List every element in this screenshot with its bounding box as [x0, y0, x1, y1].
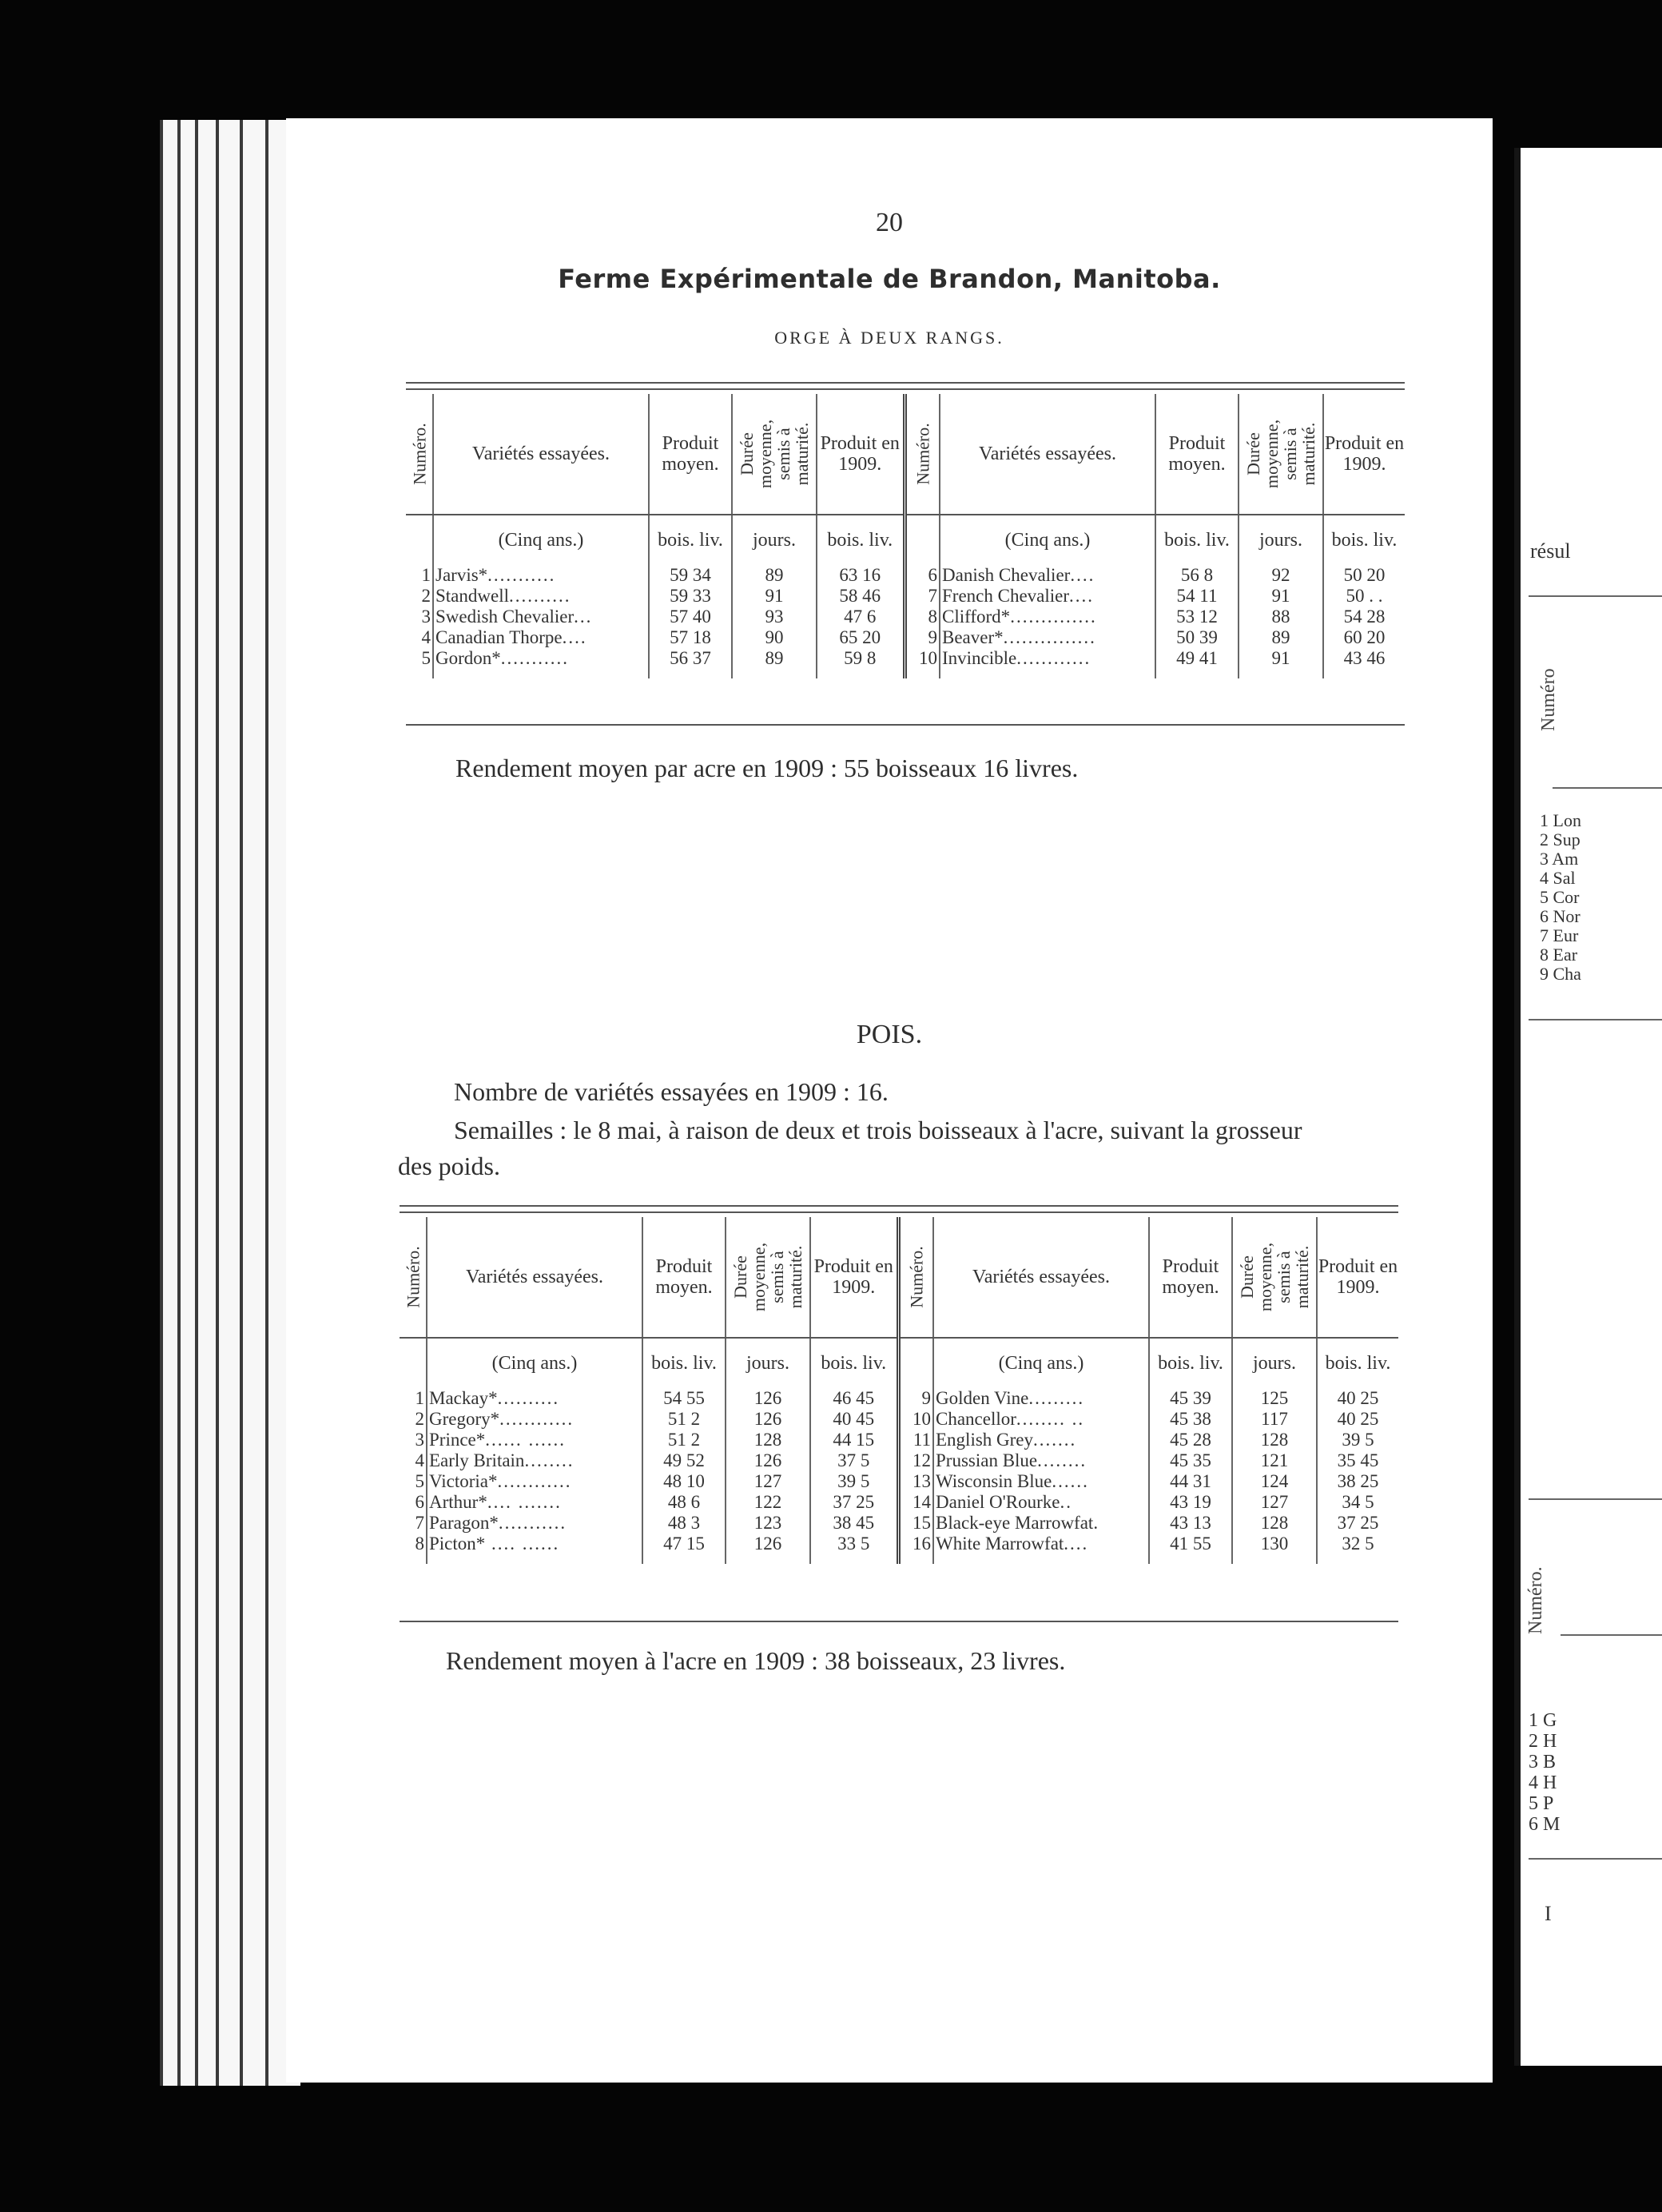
variety-name: Victoria*	[429, 1471, 498, 1491]
header-duree: Durée moyenne, semis à maturité.	[1236, 1242, 1313, 1312]
yield-1909: 65 20	[817, 627, 905, 648]
table-row: 4 Canadian Thorpe.... 57 18 90 65 20 9 Beaver*............... 50 39 89 60 20	[406, 627, 1405, 648]
header-produit-moyen: Produit moyen.	[1149, 1217, 1232, 1338]
table-rule	[406, 388, 1405, 390]
units-period: (Cinq ans.)	[427, 1338, 642, 1388]
table-row: 5 Gordon*........... 56 37 89 59 8 10 Invincible............ 49 41 91 43 46	[406, 648, 1405, 678]
avg-yield: 48 10	[642, 1471, 726, 1492]
avg-yield: 59 33	[649, 586, 732, 607]
peas-table	[400, 1217, 1398, 1564]
yield-1909: 37 25	[810, 1492, 898, 1513]
yield-1909: 54 28	[1343, 607, 1386, 627]
variety-name: Prince*	[429, 1430, 486, 1450]
variety-name: Arthur*	[429, 1492, 487, 1512]
variety-name: Jarvis*	[435, 565, 488, 585]
fragment-rule	[1529, 1858, 1662, 1860]
stacked-page-edges	[160, 120, 296, 2086]
table-rule	[400, 1621, 1398, 1622]
avg-yield: 53 12	[1155, 607, 1239, 627]
avg-yield: 51 2	[642, 1430, 726, 1450]
avg-yield: 54 55	[642, 1388, 726, 1409]
days: 89	[732, 648, 817, 678]
yield-1909: 35 45	[1337, 1450, 1379, 1470]
table-rule	[400, 1205, 1398, 1207]
yield-1909: 38 25	[1337, 1471, 1379, 1491]
units-bois-liv: bois. liv.	[649, 515, 732, 565]
yield-1909: 60 20	[1343, 627, 1386, 647]
peas-summary: Rendement moyen à l'acre en 1909 : 38 boisseaux, 23 livres.	[446, 1646, 1066, 1675]
days: 117	[1232, 1409, 1317, 1430]
variety-name: Gordon*	[435, 648, 501, 668]
days: 122	[726, 1492, 810, 1513]
days: 121	[1232, 1450, 1317, 1471]
units-bois-liv: bois. liv.	[642, 1338, 726, 1388]
avg-yield: 49 52	[642, 1450, 726, 1471]
avg-yield: 45 39	[1149, 1388, 1232, 1409]
days: 126	[726, 1388, 810, 1409]
peas-varieties-count: Nombre de variétés essayées en 1909 : 16.	[454, 1077, 889, 1106]
days: 126	[726, 1534, 810, 1564]
variety-name: English Grey	[936, 1430, 1034, 1450]
avg-yield: 48 6	[642, 1492, 726, 1513]
avg-yield: 47 15	[642, 1534, 726, 1564]
units-jours: jours.	[1232, 1338, 1317, 1388]
yield-1909: 59 8	[817, 648, 905, 678]
avg-yield: 54 11	[1155, 586, 1239, 607]
days: 128	[1232, 1513, 1317, 1534]
days: 126	[726, 1409, 810, 1430]
table-row: 3 Prince*...... ...... 51 2 128 44 15 11 English Grey....... 45 28 128 39 5	[400, 1430, 1398, 1450]
avg-yield: 57 40	[649, 607, 732, 627]
days: 128	[726, 1430, 810, 1450]
variety-name: Gregory*	[429, 1409, 500, 1429]
table-row: 3 Swedish Chevalier... 57 40 93 47 6 8 Clifford*.............. 53 12 88 54 28	[406, 607, 1405, 627]
table-row: 8 Picton* .... ...... 47 15 126 33 5 16 White Marrowfat.... 41 55 130 32 5	[400, 1534, 1398, 1564]
header-numero: Numéro.	[402, 1246, 423, 1308]
avg-yield: 59 34	[649, 565, 732, 586]
units-bois-liv: bois. liv.	[810, 1338, 898, 1388]
barley-section-title: ORGE À DEUX RANGS.	[774, 328, 1004, 348]
yield-1909: 50 20	[1343, 565, 1386, 585]
barley-summary: Rendement moyen par acre en 1909 : 55 boisseaux 16 livres.	[455, 754, 1079, 782]
avg-yield: 45 38	[1149, 1409, 1232, 1430]
table-row: 6 Arthur*.... ....... 48 6 122 37 25 14 Daniel O'Rourke.. 43 19 127 34 5	[400, 1492, 1398, 1513]
days: 89	[732, 565, 817, 586]
fragment-rows-top: 1 Lon 2 Sup 3 Am 4 Sal 5 Cor 6 Nor 7 Eur 8 Ear 9 Cha	[1540, 810, 1581, 984]
days: 91	[732, 586, 817, 607]
variety-name: Black-eye Marrowfat	[936, 1513, 1094, 1533]
header-produit-1909: Produit en 1909.	[810, 1217, 898, 1338]
fragment-rule	[1529, 1498, 1662, 1500]
table-row: 1 Jarvis*........... 59 34 89 63 16 6 Danish Chevalier.... 56 8 92 50 20	[406, 565, 1405, 586]
days: 90	[732, 627, 817, 648]
variety-name: Daniel O'Rourke	[936, 1492, 1060, 1512]
variety-name: Prussian Blue	[936, 1450, 1038, 1470]
yield-1909: 40 25	[1337, 1409, 1379, 1429]
fragment-rule	[1529, 1019, 1662, 1020]
variety-name: Mackay*	[429, 1388, 498, 1408]
avg-yield: 43 19	[1149, 1492, 1232, 1513]
table-row: 4 Early Britain........ 49 52 126 37 5 12 Prussian Blue........ 45 35 121 35 45	[400, 1450, 1398, 1471]
yield-1909: 32 5	[1342, 1534, 1374, 1554]
yield-1909: 43 46	[1343, 648, 1386, 668]
days: 130	[1232, 1534, 1317, 1564]
days: 123	[726, 1513, 810, 1534]
fragment-word: résul	[1530, 539, 1571, 563]
fragment-last: I	[1545, 1902, 1552, 1925]
header-varietes: Variétés essayées.	[933, 1217, 1149, 1338]
units-bois-liv: bois. liv.	[817, 515, 905, 565]
table-rule	[406, 724, 1405, 726]
days: 125	[1232, 1388, 1317, 1409]
days: 127	[1232, 1492, 1317, 1513]
yield-1909: 58 46	[817, 586, 905, 607]
book-page	[286, 118, 1493, 2083]
avg-yield: 41 55	[1149, 1534, 1232, 1564]
variety-name: Beaver*	[942, 627, 1004, 647]
variety-name: Invincible	[942, 648, 1017, 668]
fragment-rows-bottom: 1 G 2 H 3 B 4 H 5 P 6 M	[1529, 1710, 1561, 1835]
page-title: Ferme Expérimentale de Brandon, Manitoba.	[558, 264, 1221, 294]
fragment-rule	[1553, 787, 1662, 789]
units-bois-liv: bois. liv.	[1149, 1338, 1232, 1388]
header-produit-moyen: Produit moyen.	[642, 1217, 726, 1338]
variety-name: Paragon*	[429, 1513, 499, 1533]
days: 124	[1232, 1471, 1317, 1492]
yield-1909: 40 45	[810, 1409, 898, 1430]
avg-yield: 44 31	[1149, 1471, 1232, 1492]
yield-1909: 39 5	[1342, 1430, 1374, 1450]
avg-yield: 50 39	[1155, 627, 1239, 648]
variety-name: Standwell	[435, 586, 509, 606]
days: 126	[726, 1450, 810, 1471]
header-varietes: Variétés essayées.	[427, 1217, 642, 1338]
table-row: 2 Standwell.......... 59 33 91 58 46 7 French Chevalier.... 54 11 91 50 . .	[406, 586, 1405, 607]
units-bois-liv: bois. liv.	[1331, 529, 1398, 551]
yield-1909: 44 15	[810, 1430, 898, 1450]
variety-name: French Chevalier	[942, 586, 1070, 606]
header-produit-1909: Produit en 1909.	[1323, 394, 1405, 515]
header-produit-1909: Produit en 1909.	[817, 394, 905, 515]
variety-name: Chancellor	[936, 1409, 1016, 1429]
yield-1909: 37 25	[1337, 1513, 1379, 1533]
yield-1909: 46 45	[810, 1388, 898, 1409]
variety-name: Golden Vine	[936, 1388, 1029, 1408]
days: 93	[732, 607, 817, 627]
peas-seeding-text-cont: des poids.	[398, 1152, 500, 1180]
fragment-numero: Numéro	[1538, 668, 1559, 731]
header-numero: Numéro.	[906, 1246, 927, 1308]
table-row: 5 Victoria*............ 48 10 127 39 5 13 Wisconsin Blue...... 44 31 124 38 25	[400, 1471, 1398, 1492]
variety-name: Canadian Thorpe	[435, 627, 563, 647]
yield-1909: 33 5	[810, 1534, 898, 1564]
table-row: 2 Gregory*............ 51 2 126 40 45 10 Chancellor........ .. 45 38 117 40 25	[400, 1409, 1398, 1430]
yield-1909: 37 5	[810, 1450, 898, 1471]
variety-name: White Marrowfat	[936, 1534, 1064, 1554]
days: 89	[1239, 627, 1323, 648]
units-jours: jours.	[1239, 515, 1323, 565]
facing-page-fragment	[1514, 148, 1662, 2066]
units-bois-liv: bois. liv.	[1325, 1352, 1391, 1374]
yield-1909: 63 16	[817, 565, 905, 586]
table-row: 1 Mackay*.......... 54 55 126 46 45 9 Golden Vine......... 45 39 125 40 25	[400, 1388, 1398, 1409]
yield-1909: 38 45	[810, 1513, 898, 1534]
header-produit-moyen: Produit moyen.	[1155, 394, 1239, 515]
avg-yield: 48 3	[642, 1513, 726, 1534]
header-numero: Numéro.	[408, 423, 429, 485]
header-varietes: Variétés essayées.	[433, 394, 649, 515]
avg-yield: 43 13	[1149, 1513, 1232, 1534]
avg-yield: 57 18	[649, 627, 732, 648]
peas-seeding-text: Semailles : le 8 mai, à raison de deux et trois boisseaux à l'acre, suivant la grosseur	[454, 1116, 1302, 1144]
avg-yield: 45 28	[1149, 1430, 1232, 1450]
yield-1909: 34 5	[1342, 1492, 1374, 1512]
units-jours: jours.	[732, 515, 817, 565]
yield-1909: 39 5	[810, 1471, 898, 1492]
units-period: (Cinq ans.)	[433, 515, 649, 565]
avg-yield: 49 41	[1155, 648, 1239, 678]
page-number: 20	[876, 208, 903, 237]
variety-name: Picton*	[429, 1534, 486, 1554]
units-jours: jours.	[726, 1338, 810, 1388]
fragment-rule	[1529, 595, 1662, 597]
table-row: 7 Paragon*........... 48 3 123 38 45 15 Black-eye Marrowfat. 43 13 128 37 25	[400, 1513, 1398, 1534]
units-bois-liv: bois. liv.	[1155, 515, 1239, 565]
days: 127	[726, 1471, 810, 1492]
variety-name: Danish Chevalier	[942, 565, 1071, 585]
variety-name: Early Britain	[429, 1450, 525, 1470]
days: 88	[1239, 607, 1323, 627]
header-duree: Durée moyenne, semis à maturité.	[736, 419, 813, 489]
header-varietes: Variétés essayées.	[940, 394, 1155, 515]
variety-name: Clifford*	[942, 607, 1011, 627]
days: 91	[1239, 648, 1323, 678]
table-rule	[400, 1211, 1398, 1213]
avg-yield: 51 2	[642, 1409, 726, 1430]
peas-section-title: POIS.	[856, 1020, 923, 1049]
yield-1909: 47 6	[817, 607, 905, 627]
avg-yield: 45 35	[1149, 1450, 1232, 1471]
header-duree: Durée moyenne, semis à maturité.	[730, 1242, 806, 1312]
header-duree: Durée moyenne, semis à maturité.	[1243, 419, 1319, 489]
days: 128	[1232, 1430, 1317, 1450]
yield-1909: 50 . .	[1346, 586, 1383, 606]
units-period: (Cinq ans.)	[933, 1338, 1149, 1388]
fragment-numero: Numéro.	[1525, 1566, 1546, 1634]
variety-name: Swedish Chevalier	[435, 607, 575, 627]
barley-table	[406, 394, 1405, 678]
days: 92	[1239, 565, 1323, 586]
header-produit-1909: Produit en 1909.	[1317, 1217, 1398, 1338]
header-produit-moyen: Produit moyen.	[649, 394, 732, 515]
table-rule	[406, 382, 1405, 384]
yield-1909: 40 25	[1337, 1388, 1379, 1408]
days: 91	[1239, 586, 1323, 607]
variety-name: Wisconsin Blue	[936, 1471, 1052, 1491]
fragment-rule	[1561, 1634, 1662, 1636]
header-numero: Numéro.	[913, 423, 933, 485]
units-period: (Cinq ans.)	[940, 515, 1155, 565]
avg-yield: 56 37	[649, 648, 732, 678]
avg-yield: 56 8	[1155, 565, 1239, 586]
